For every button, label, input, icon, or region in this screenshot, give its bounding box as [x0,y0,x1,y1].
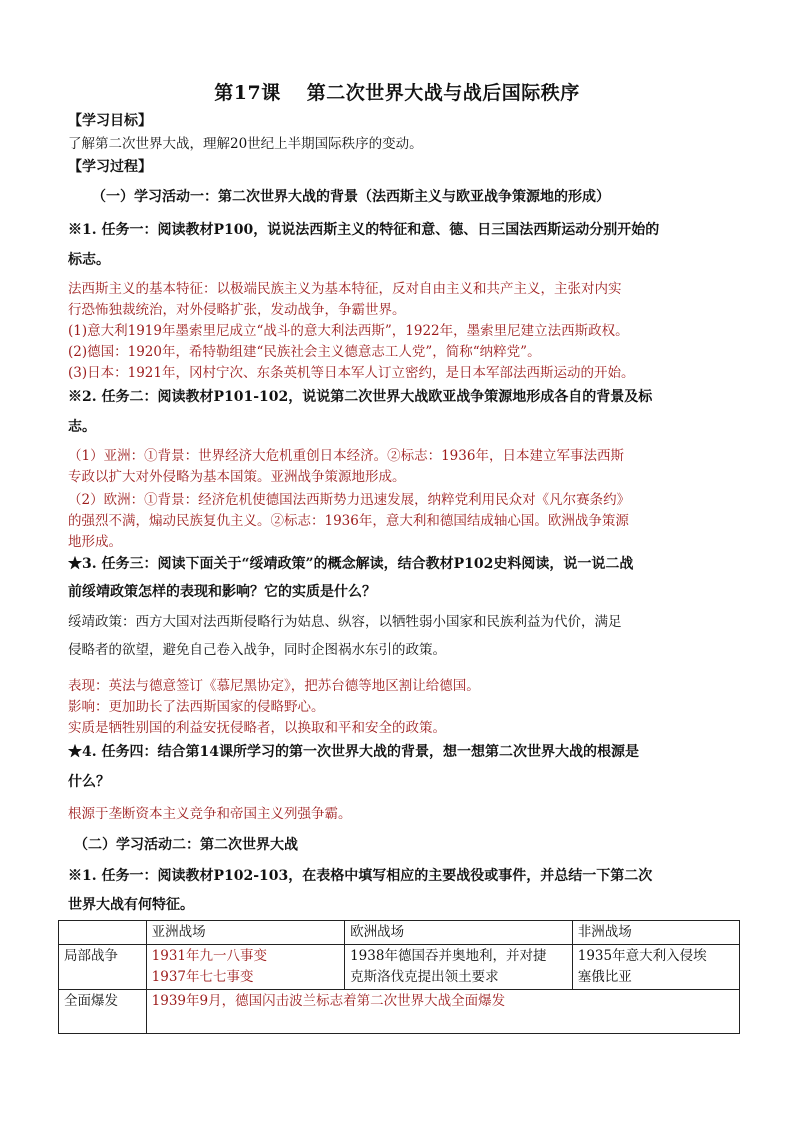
europe-cell [345,945,573,990]
a1-task1-question-line1: ※1. 任务一：阅读教材P100，说说法西斯主义的特征和意、德、日三国法西斯运动分别开始的 [68,222,660,238]
a1-task4-question-line1: ★4. 任务四：结合第14课所学习的第一次世界大战的背景，想一想第二次世界大战的根源是 [68,744,639,760]
a1-task3-answer-line3: 实质是牺牲别国的利益安抚侵略者，以换取和平和安全的政策。 [68,720,446,736]
europe-event-line2: 克斯洛伐克提出领土要求 [350,969,499,985]
a2-task1-question-line2: 世界大战有何特征。 [68,897,194,913]
battles-table [58,920,740,1034]
activity2-heading: （二）学习活动二：第二次世界大战 [74,837,298,853]
a1-task1-answer-line5: (3)日本：1921年，冈村宁次、东条英机等日本军人订立密约，是日本军部法西斯运动的开始。 [68,365,635,381]
appeasement-definition-line2: 侵略者的欲望，避免自己卷入战争，同时企图祸水东引的政策。 [68,642,446,658]
a1-task2-answer-line4: 的强烈不满，煽动民族复仇主义。②标志：1936年，意大利和德国结成轴心国。欧洲战争策源 [68,513,629,529]
a1-task1-answer-line3: (1)意大利1919年墨索里尼成立“战斗的意大利法西斯”，1922年，墨索里尼建立法西斯政权。 [68,323,629,339]
table-header-cell: 欧洲战场 [345,921,573,945]
africa-event-line2: 塞俄比亚 [577,969,632,985]
a1-task4-answer-line1: 根源于垄断资本主义竞争和帝国主义列强争霸。 [68,806,352,822]
a1-task2-answer-line3: （2）欧洲：①背景：经济危机使德国法西斯势力迅速发展，纳粹党利用民众对《凡尔赛条约》 [68,492,631,508]
a1-task4-question-line2: 什么？ [68,774,110,790]
a1-task2-answer-line5: 地形成。 [68,534,122,550]
process-heading: 【学习过程】 [68,159,152,175]
a1-task3-answer-line2: 影响：更加助长了法西斯国家的侵略野心。 [68,699,325,715]
a1-task2-question-line1: ※2. 任务二：阅读教材P101-102，说说第二次世界大战欧亚战争策源地形成各自的背景及标 [68,389,653,405]
africa-cell [572,945,739,990]
asia-event-2: 1937年七七事变 [151,969,254,985]
table-header-row [59,921,740,945]
asia-event-1: 1931年九一八事变 [151,948,267,964]
a1-task3-question-line1: ★3. 任务三：阅读下面关于“绥靖政策”的概念解读，结合教材P102史料阅读，说一说二战 [68,556,634,572]
a1-task1-question-line2: 标志。 [68,252,110,268]
row-label-local-war: 局部战争 [59,945,147,990]
table-header-cell [59,921,147,945]
page-title [0,78,794,105]
row-label-full-outbreak: 全面爆发 [59,990,147,1034]
table-row [59,945,740,990]
a1-task1-answer-line1: 法西斯主义的基本特征：以极端民族主义为基本特征，反对自由主义和共产主义，主张对内实 [68,281,622,297]
lesson-name: 第二次世界大战与战后国际秩序 [306,82,580,104]
a1-task2-question-line2: 志。 [68,419,96,435]
europe-event-line1: 1938年德国吞并奥地利，并对捷 [350,948,547,964]
table-header-cell: 非洲战场 [572,921,739,945]
a2-task1-question-line1: ※1. 任务一：阅读教材P102-103，在表格中填写相应的主要战役或事件，并总结一下第二次 [68,868,653,884]
table-row [59,990,740,1034]
a1-task1-answer-line2: 行恐怖独裁统治，对外侵略扩张，发动战争，争霸世界。 [68,302,406,318]
goal-heading: 【学习目标】 [68,113,152,129]
a1-task2-answer-line2: 专政以扩大对外侵略为基本国策。亚洲战争策源地形成。 [68,469,406,485]
table-header-cell: 亚洲战场 [146,921,344,945]
appeasement-definition-line1: 绥靖政策：西方大国对法西斯侵略行为姑息、纵容，以牺牲弱小国家和民族利益为代价，满足 [68,614,622,630]
a1-task1-answer-line4: (2)德国：1920年，希特勒组建“民族社会主义德意志工人党”，简称“纳粹党”。 [68,344,541,360]
lesson-number: 第17课 [214,82,281,104]
a1-task3-question-line2: 前绥靖政策怎样的表现和影响？它的实质是什么？ [68,584,376,600]
asia-cell [146,945,344,990]
africa-event-line1: 1935年意大利入侵埃 [577,948,707,964]
a1-task3-answer-line1: 表现：英法与德意签订《慕尼黑协定》，把苏台德等地区割让给德国。 [68,678,480,694]
activity1-heading: （一）学习活动一：第二次世界大战的背景（法西斯主义与欧亚战争策源地的形成） [92,189,610,205]
a1-task2-answer-line1: （1）亚洲：①背景：世界经济大危机重创日本经济。②标志：1936年，日本建立军事法西斯 [68,448,624,464]
full-outbreak-cell: 1939年9月，德国闪击波兰标志着第二次世界大战全面爆发 [146,990,739,1034]
goal-text: 了解第二次世界大战，理解20世纪上半期国际秩序的变动。 [68,136,423,152]
